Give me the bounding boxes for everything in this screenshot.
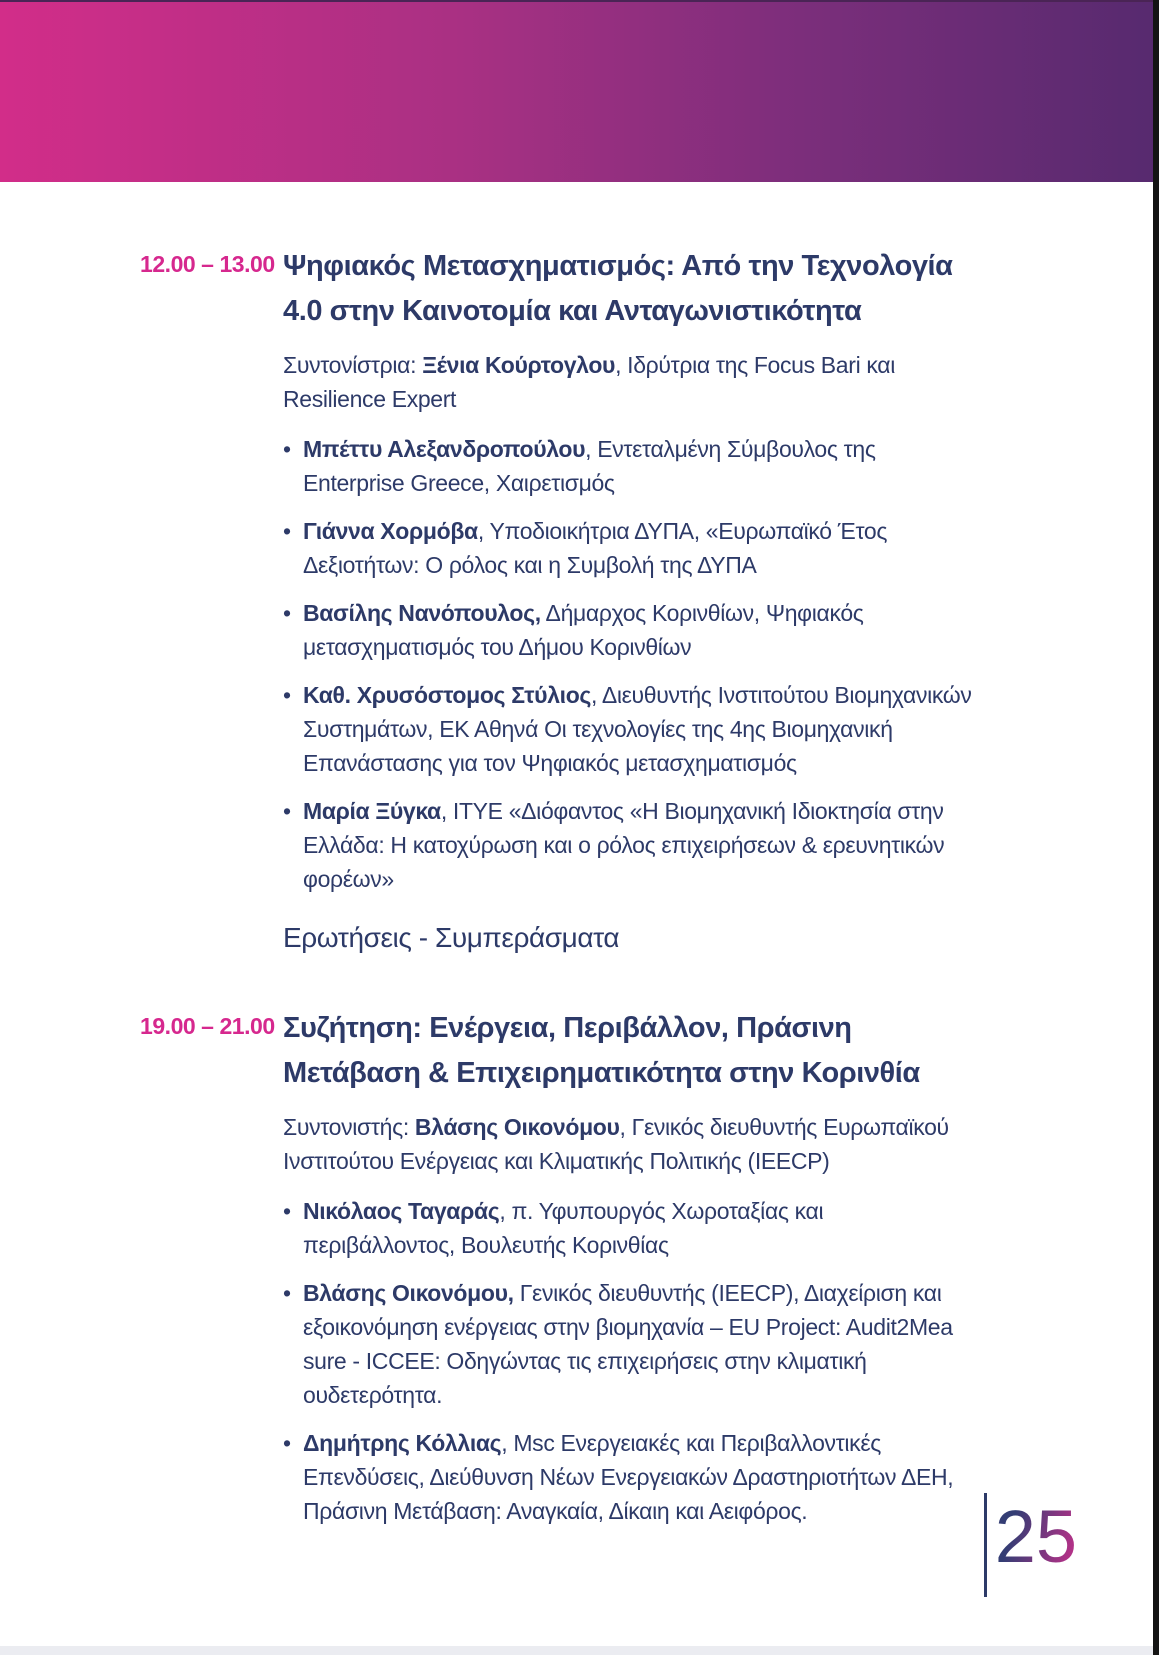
moderator-role: , Ιδρύτρια της Focus Bari και Resilience Expert — [283, 352, 895, 412]
speaker-name: Βλάσης Οικονόμου, — [303, 1280, 514, 1306]
moderator-name: Ξένια Κούρτογλου — [422, 352, 616, 378]
speaker-name: Μπέττυ Αλεξανδροπούλου — [303, 436, 586, 462]
moderator-role: , Γενικός διευθυντής Ευρωπαϊκού Ινστιτούτου Ενέργειας και Κλιματικής Πολιτικής (IEECP) — [283, 1114, 949, 1174]
speaker-item — [283, 1276, 973, 1412]
speaker-name: Νικόλαος Ταγαράς — [303, 1198, 500, 1224]
speaker-role: Γενικός διευθυντής (IEECP), Διαχείριση και εξοικονόμηση ενέργειας στην βιομηχανία – EU Project: Audit2Mea sure - ICCEE: Οδηγώντας τις επιχειρήσεις στην κλιματική ουδετερότητα. — [303, 1280, 953, 1408]
speaker-item — [283, 1426, 973, 1528]
speaker-item — [283, 432, 973, 500]
session-2-title: Συζήτηση: Ενέργεια, Περιβάλλον, Πράσινη Μετάβαση & Επιχειρηματικότητα στην Κορινθία — [283, 1012, 920, 1089]
speaker-name: Καθ. Χρυσόστομος Στύλιος — [303, 682, 592, 708]
speaker-role: , Msc Ενεργειακές και Περιβαλλοντικές Επενδύσεις, Διεύθυνση Νέων Ενεργειακών Δραστηριοτήτων ΔΕΗ, Πράσινη Μετάβαση: Αναγκαία, Δίκαιη και Αειφόρος. — [303, 1430, 954, 1524]
page-number-divider — [984, 1493, 987, 1597]
moderator-name: Βλάσης Οικονόμου — [414, 1114, 620, 1140]
session-2-moderator — [283, 1110, 955, 1178]
session-1-speaker-list — [283, 432, 983, 896]
session-2-body — [283, 1006, 983, 1542]
session-1-closing: Ερωτήσεις - Συμπεράσματα — [283, 922, 620, 953]
page-number: 25 — [995, 1487, 1077, 1587]
speaker-name: Μαρία Ξύγκα — [303, 798, 441, 824]
speaker-name: Γιάννα Χορμόβα — [303, 518, 478, 544]
speaker-item — [283, 1194, 973, 1262]
speaker-item — [283, 514, 973, 582]
session-2-speaker-list — [283, 1194, 983, 1528]
speaker-role: , Εντεταλμένη Σύμβουλος της Enterprise Greece, Χαιρετισμός — [303, 436, 876, 496]
session-1-title: Ψηφιακός Μετασχηματισμός: Από την Τεχνολογία 4.0 στην Καινοτομία και Ανταγωνιστικότητα — [283, 250, 953, 327]
speaker-role: , Υποδιοικήτρια ΔΥΠΑ, «Ευρωπαϊκό Έτος Δεξιοτήτων: Ο ρόλος και η Συμβολή της ΔΥΠΑ — [303, 518, 888, 578]
moderator-prefix: Συντονιστής: — [283, 1114, 415, 1140]
speaker-role: , Διευθυντής Ινστιτούτου Βιομηχανικών Συστημάτων, ΕΚ Αθηνά Οι τεχνολογίες της 4ης Βιομηχανική Επανάστασης για τον Ψηφιακός μετασχηματισμός — [303, 682, 972, 776]
page-number-block — [984, 1487, 1077, 1597]
speaker-role: , π. Υφυπουργός Χωροταξίας και περιβάλλοντος, Βουλευτής Κορινθίας — [303, 1198, 824, 1258]
header-gradient-band — [0, 0, 1153, 182]
bottom-edge-strip — [0, 1646, 1153, 1655]
session-1-time: 12.00 – 13.00 — [140, 251, 275, 277]
speaker-item — [283, 794, 973, 896]
session-1 — [0, 244, 1153, 954]
session-1-moderator — [283, 348, 955, 416]
speaker-role: , ΙΤΥΕ «Διόφαντος «Η Βιομηχανική Ιδιοκτησία στην Ελλάδα: Η κατοχύρωση και ο ρόλος επιχειρήσεων & ερευνητικών φορέων» — [303, 798, 945, 892]
session-1-body — [283, 244, 983, 954]
speaker-name: Δημήτρης Κόλλιας — [303, 1430, 502, 1456]
session-2 — [0, 1006, 1153, 1542]
speaker-role: Δήμαρχος Κορινθίων, Ψηφιακός μετασχηματισμός του Δήμου Κορινθίων — [303, 600, 864, 660]
page-content — [0, 182, 1153, 1542]
moderator-prefix: Συντονίστρια: — [283, 352, 423, 378]
speaker-item — [283, 596, 973, 664]
session-2-time: 19.00 – 21.00 — [140, 1013, 275, 1039]
speaker-item — [283, 678, 973, 780]
speaker-name: Βασίλης Νανόπουλος, — [303, 600, 541, 626]
